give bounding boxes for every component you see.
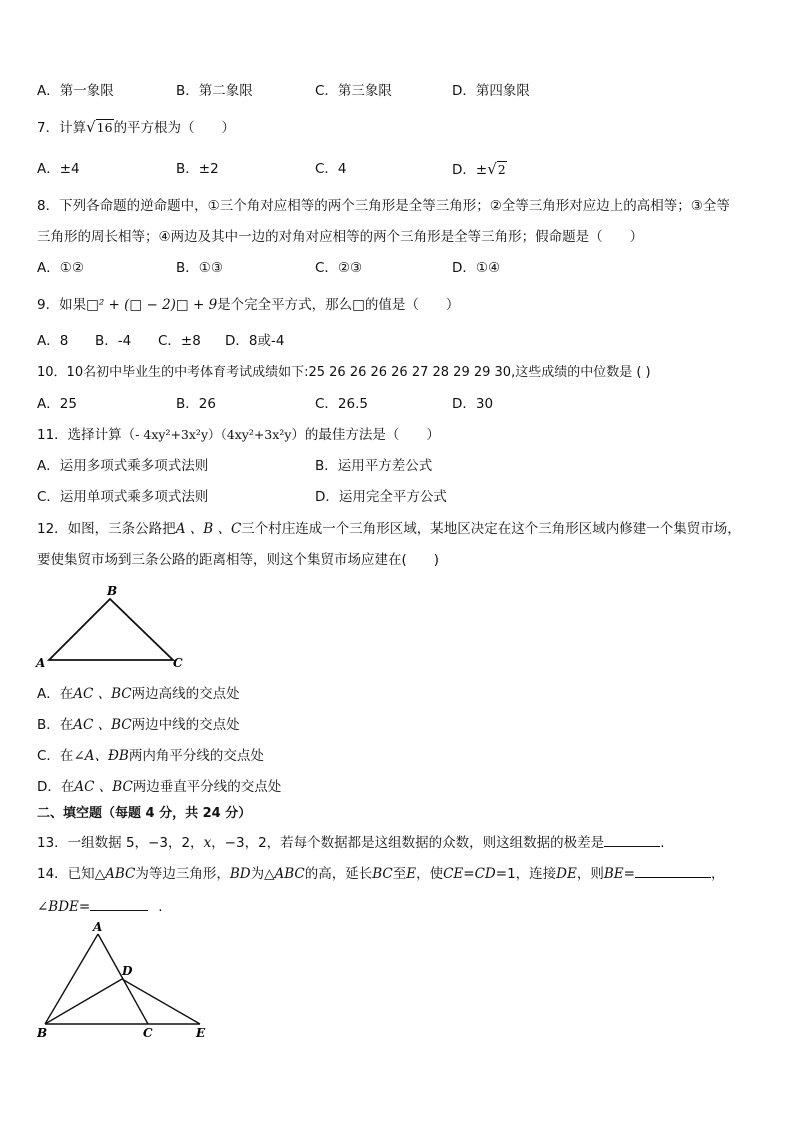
q12-line1-prefix: 12．如图，三条公路把 xyxy=(37,521,176,537)
q12-line1 xyxy=(37,520,741,538)
q11-option-a: A．运用多项式乘多项式法则 xyxy=(37,458,209,474)
label-b: B xyxy=(37,1026,48,1040)
q14-t3: △ABC xyxy=(264,866,305,882)
q14-t1: △ABC xyxy=(94,866,136,882)
q12-line2: 要使集贸市场到三条公路的距离相等，则这个集贸市场应建在( ) xyxy=(37,552,440,568)
q12-option-c-sides: ∠A、ÐB xyxy=(73,748,129,764)
q9-prefix: 9．如果 xyxy=(37,297,87,313)
q7-option-b: B．±2 xyxy=(176,161,219,177)
q11-option-d: D．运用完全平方公式 xyxy=(315,489,447,505)
section-heading-fill-blank: 二、填空题（每题 4 分，共 24 分） xyxy=(37,806,252,821)
q12-villages: A 、B 、C xyxy=(175,521,242,537)
q8-option-c: C．②③ xyxy=(315,260,363,276)
q11-suffix: ）的最佳方法是（ ） xyxy=(291,427,440,443)
q12-option-c-text: 两内角平分线的交点处 xyxy=(128,748,264,764)
sqrt-16: √16 xyxy=(86,118,113,136)
q14-p2: 为等边三角形， xyxy=(135,866,230,882)
q12-option-d xyxy=(37,778,281,796)
q14-p6: ，使 xyxy=(416,866,444,882)
q6-option-d: D．第四象限 xyxy=(452,83,530,99)
q12-option-b xyxy=(37,716,240,734)
label-e: E xyxy=(196,1026,206,1040)
label-c: C xyxy=(143,1026,153,1040)
q8-option-a: A．①② xyxy=(37,260,84,276)
q7-stem xyxy=(37,118,235,137)
label-d: D xyxy=(122,964,133,978)
q6-option-a: A．第一象限 xyxy=(37,83,114,99)
q13-stem xyxy=(37,832,664,852)
label-a: A xyxy=(36,656,46,670)
segment-bd xyxy=(45,979,122,1024)
q14-t6: CE=CD= xyxy=(443,866,508,882)
q14-stem-line2 xyxy=(37,896,163,916)
label-a: A xyxy=(93,920,103,934)
q7-option-d-radicand: 2 xyxy=(497,162,506,177)
q12-option-d-text: 两边垂直平分线的交点处 xyxy=(132,779,282,795)
q10-option-a: A．25 xyxy=(37,396,77,412)
q14-p7: 1，连接 xyxy=(507,866,557,882)
q10-option-b: B．26 xyxy=(176,396,216,412)
q14-p4: 的高，延长 xyxy=(304,866,373,882)
q7-option-a: A．±4 xyxy=(37,161,80,177)
q13-prefix: 13．一组数据 5，−3，2， xyxy=(37,835,204,851)
q12-triangle-figure xyxy=(33,584,193,674)
q14-triangle-figure xyxy=(30,917,220,1047)
label-c: C xyxy=(173,656,183,670)
segment-ab xyxy=(45,934,98,1024)
q11-expression: - 4xy²+3x²y）（4xy²+3x²y xyxy=(135,427,292,442)
q9-suffix: 是个完全平方式，那么□的值是（ ） xyxy=(217,297,460,313)
q14-angle-label: ∠BDE= xyxy=(37,899,91,915)
q11-option-b: B．运用平方差公式 xyxy=(315,458,433,474)
q11-option-c: C．运用单项式乘多项式法则 xyxy=(37,489,209,505)
q9-stem xyxy=(37,296,459,314)
q7-option-d xyxy=(452,160,507,179)
q13-suffix: ，−3，2，若每个数据都是这组数据的众数，则这组数据的极差是 xyxy=(211,835,605,851)
sqrt-2: √2 xyxy=(487,160,506,178)
q9-expression: □² + (□ − 2)□ + 9 xyxy=(86,297,218,313)
q13-var: x xyxy=(203,835,212,851)
q8-option-b: B．①③ xyxy=(176,260,223,276)
q12-option-d-sides: AC 、BC xyxy=(74,779,133,795)
q12-line1-suffix: 三个村庄连成一个三角形区域，某地区决定在这个三角形区域内修建一个集贸市场， xyxy=(241,521,741,537)
q7-option-c: C．4 xyxy=(315,161,347,177)
label-b: B xyxy=(107,584,118,598)
q13-answer-blank[interactable] xyxy=(604,832,660,847)
q14-be-answer-blank[interactable] xyxy=(635,863,711,878)
q12-option-a xyxy=(37,685,240,703)
q12-option-a-text: 两边高线的交点处 xyxy=(131,686,240,702)
q14-end1: ， xyxy=(710,866,725,882)
triangle-abc xyxy=(49,599,173,660)
q14-angle-answer-blank[interactable] xyxy=(90,896,148,911)
q12-option-b-letter: B．在 xyxy=(37,717,74,733)
q12-option-c-letter: C．在 xyxy=(37,748,74,764)
q10-stem: 10．10名初中毕业生的中考体育考试成绩如下:25 26 26 26 26 27 28 29 29 30,这些成绩的中位数是 ( ) xyxy=(37,365,651,380)
q7-suffix: 的平方根为（ ） xyxy=(113,120,236,136)
q9-option-b: B．-4 xyxy=(95,333,132,349)
q9-option-a: A．8 xyxy=(37,333,69,349)
q12-option-a-letter: A．在 xyxy=(37,686,74,702)
q14-t8: BE= xyxy=(603,866,635,882)
q14-t2: BD xyxy=(229,866,251,882)
q7-radicand: 16 xyxy=(96,120,113,135)
q14-end2: . xyxy=(158,899,163,915)
q11-stem xyxy=(37,426,440,444)
q7-prefix: 7．计算 xyxy=(37,120,87,136)
q12-option-b-sides: AC 、BC xyxy=(73,717,132,733)
q8-line1: 8．下列各命题的逆命题中，①三个角对应相等的两个三角形是全等三角形；②全等三角形对应边上的高相等；③全等 xyxy=(37,198,730,214)
q13-end: . xyxy=(660,835,665,851)
q8-line2: 三角形的周长相等；④两边及其中一边的对角对应相等的两个三角形是全等三角形；假命题是（ ） xyxy=(37,229,644,245)
q14-t7: DE xyxy=(556,866,577,882)
q7-option-d-prefix: D．± xyxy=(452,162,488,178)
segment-de xyxy=(122,979,200,1024)
q14-p3: 为 xyxy=(250,866,265,882)
q14-p8: ，则 xyxy=(576,866,604,882)
q12-option-b-text: 两边中线的交点处 xyxy=(131,717,240,733)
q12-option-a-sides: AC 、BC xyxy=(73,686,132,702)
q9-option-c: C．±8 xyxy=(158,333,201,349)
q11-prefix: 11．选择计算（ xyxy=(37,427,136,443)
q12-option-c xyxy=(37,747,264,765)
q14-p1: 14．已知 xyxy=(37,866,95,882)
q9-option-d: D．8或-4 xyxy=(225,333,285,349)
q14-stem-line1 xyxy=(37,863,724,883)
q14-p5: 至 xyxy=(392,866,407,882)
q6-option-b: B．第二象限 xyxy=(176,83,253,99)
q14-t5: E xyxy=(406,866,417,882)
q10-option-d: D．30 xyxy=(452,396,494,412)
q10-option-c: C．26.5 xyxy=(315,396,368,412)
q12-option-d-letter: D．在 xyxy=(37,779,75,795)
q14-t4: BC xyxy=(372,866,393,882)
q8-option-d: D．①④ xyxy=(452,260,501,276)
q6-option-c: C．第三象限 xyxy=(315,83,392,99)
